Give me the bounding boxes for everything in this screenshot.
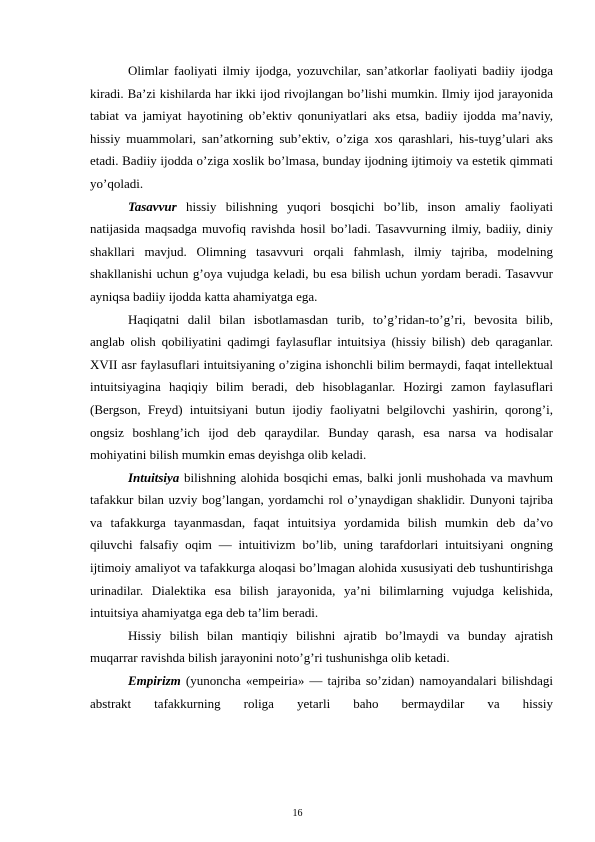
page-number: 16	[292, 808, 303, 819]
paragraph-sensory-logical	[90, 625, 553, 670]
term-empirizm: Empirizm	[128, 673, 181, 689]
paragraph-text: Haqiqatni dalil bilan isbotlamasdan turib, to’g’ridan-to’g’ri, bevosita bilib, anglab olish qobiliyatini qadimgi faylasuflar intuitsiya (hissiy bilish) deb qaraganlar. XVII asr faylasuflari intuitsiyaning o’zigina ishonchli bilim bermaydi, faqat intellektual intuitsiyagina haqiqiy bilim beradi, deb hisoblaganlar. Hozirgi zamon faylasuflari (Bergson, Freyd) intuitsiyani butun ijodiy faoliyatni belgilovchi yashirin, qorong’i, ongsiz boshlang’ich ijod deb qaraydilar. Bunday qarash, esa narsa va hodisalar mohiyatini bilish mumkin emas deyishga olib keladi.	[90, 311, 553, 463]
paragraph-text: hissiy bilishning yuqori bosqichi bo’lib, inson amaliy faoliyati natijasida maqsadga muvofiq ravishda hosil bo’ladi. Tasavvurning ilmiy, badiiy, diniy shakllari mavjud. Olimning tasavvuri orqali fahmlash, ilmiy tajriba, modelning shakllanishi uchun g’oya vujudga keladi, bu esa bilish uchun yordam beradi. Tasavvur ayniqsa badiiy ijodda katta ahamiyatga ega.	[90, 198, 553, 304]
paragraph-intuitsiya	[90, 467, 553, 625]
paragraph-scientific-artistic-creativity	[90, 60, 553, 196]
term-tasavvur: Tasavvur	[128, 198, 177, 214]
paragraph-text: bilishning alohida bosqichi emas, balki jonli mushohada va mavhum tafakkur bilan uzviy bog’langan, yordamchi rol o’ynaydigan shaklidir. Dunyoni tajriba va tafakkurga tayanmasdan, faqat intuitsiya yordamida bilish mumkin deb da’vo qiluvchi falsafiy oqim — intuitivizm bo’lib, uning tarafdorlari intuitsiyani ongning ijtimoiy amaliyot va tafakkurga aloqasi bo’lmagan alohida xususiyati deb tushuntirishga urinadilar. Dialektika esa bilish jarayonida, ya’ni bilimlarning vujudga kelishida, intuitsiya ahamiyatga ega deb ta’lim beradi.	[90, 469, 553, 621]
paragraph-tasavvur	[90, 196, 553, 309]
paragraph-text: Hissiy bilish bilan mantiqiy bilishni ajratib bo’lmaydi va bunday ajratish muqarrar ravishda bilish jarayonini noto’g’ri tushunishga olib ketadi.	[90, 627, 553, 666]
paragraph-text: Olimlar faoliyati ilmiy ijodga, yozuvchilar, san’atkorlar faoliyati badiiy ijodga kiradi. Ba’zi kishilarda har ikki ijod rivojlangan bo’lishi mumkin. Ilmiy ijod jarayonida tabiat va jamiyat hayotining ob’ektiv qonuniyatlari aks etsa, badiiy ijodda ma’naviy, hissiy muammolari, san’atkorning sub’ektiv, o’ziga xos qarashlari, his-tuyg’ulari aks etadi. Badiiy ijodda o’ziga xoslik bo’lmasa, bunday ijodning ijtimoiy va estetik qimmati yo’qoladi.	[90, 63, 553, 191]
paragraph-empirizm	[90, 670, 553, 715]
document-body	[90, 60, 553, 715]
term-intuitsiya: Intuitsiya	[128, 469, 180, 485]
paragraph-intuition-history	[90, 309, 553, 467]
paragraph-text: (yunoncha «empeiria» — tajriba so’zidan) namoyandalari bilishdagi abstrakt tafakkurning roliga yetarli baho bermaydilar va hissiy	[90, 673, 553, 711]
